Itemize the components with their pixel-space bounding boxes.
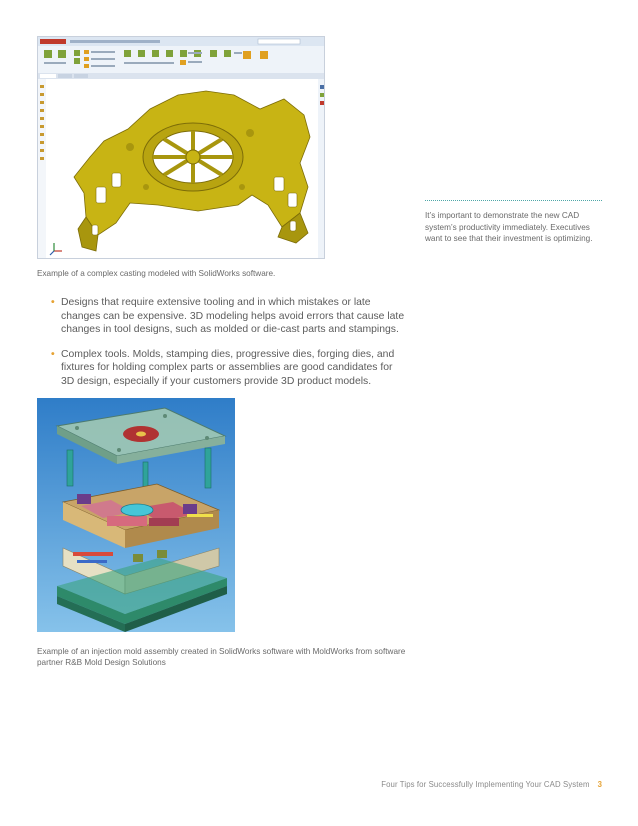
page-footer	[381, 780, 602, 789]
dotted-divider	[425, 200, 602, 201]
mold-assembly-image	[37, 398, 235, 632]
casting-screenshot	[37, 36, 325, 259]
list-item	[51, 296, 406, 337]
mold-assembly-illustration	[37, 398, 235, 632]
bullet-dot-icon: •	[51, 348, 55, 360]
page-number: 3	[597, 780, 602, 789]
sidebar-text: It’s important to demonstrate the new CAD system’s productivity immediately. Executives want to see that their investment is optimizing.	[425, 211, 593, 244]
bullet-dot-icon: •	[51, 297, 55, 308]
list-item-text: Complex tools. Molds, stamping dies, progressive dies, forging dies, and fixtures for holding complex parts or assemblies are good candidates for 3D design, especially if your customers provide 3D product models.	[61, 348, 395, 387]
casting-caption: Example of a complex casting modeled with SolidWorks software.	[37, 269, 276, 278]
casting-illustration	[38, 37, 325, 259]
sidebar-callout	[425, 200, 602, 245]
mold-caption: Example of an injection mold assembly created in SolidWorks software with MoldWorks from software partner R&B Mold Design Solutions	[37, 647, 406, 667]
list-item-text: Designs that require extensive tooling and in which mistakes or late changes can be expensive. 3D modeling helps avoid errors that cause late changes in tool designs, such as molded or die-cast parts and stampings.	[61, 297, 405, 336]
bullet-list	[51, 296, 406, 400]
list-item	[51, 348, 406, 389]
footer-title: Four Tips for Successfully Implementing Your CAD System	[381, 780, 590, 789]
